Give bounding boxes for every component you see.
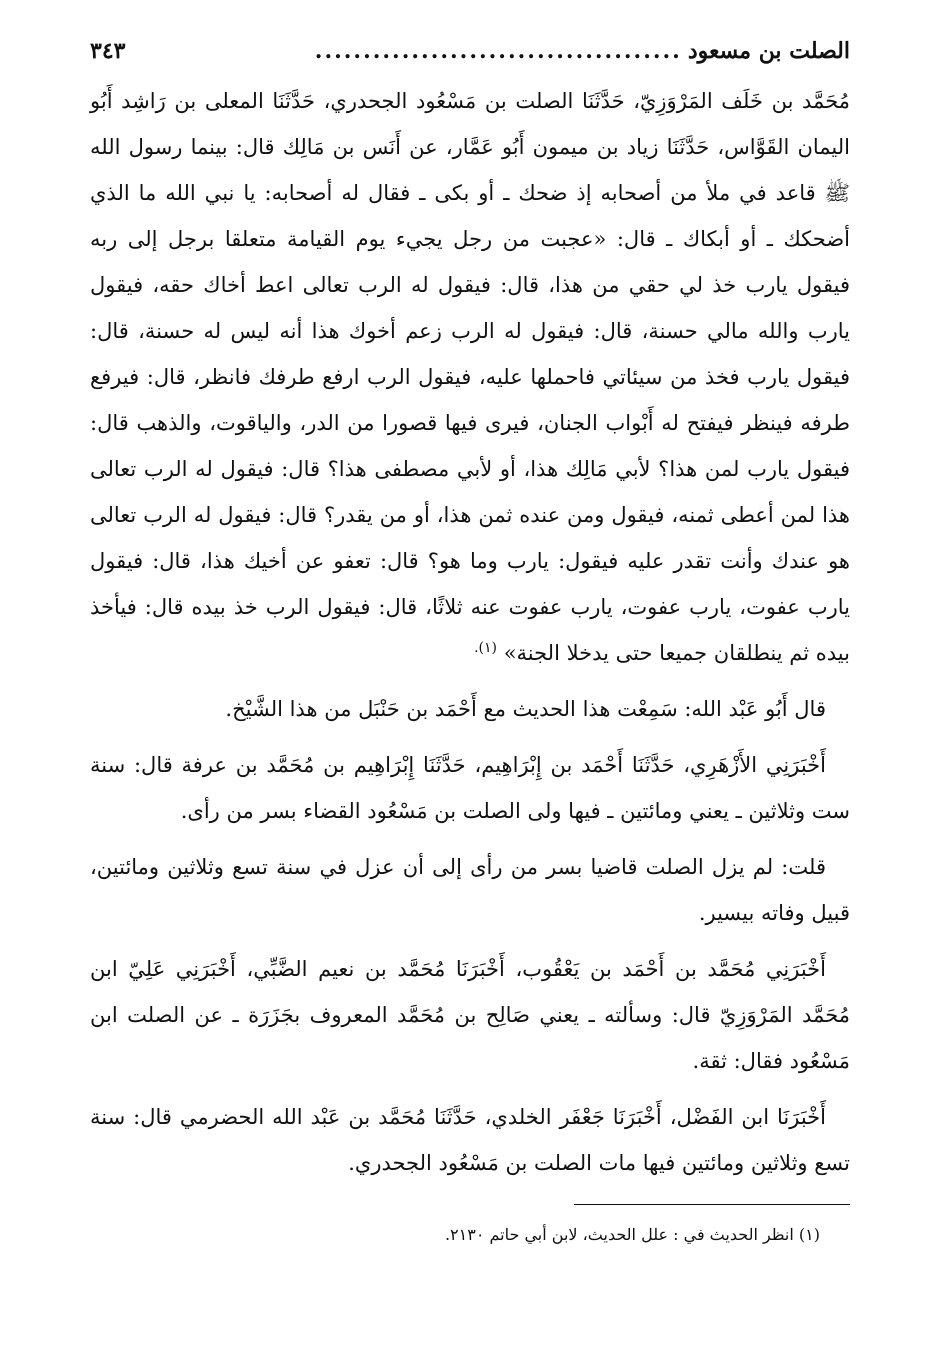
paragraph-azhari: أَخْبَرَنِي الأَزْهَرِي، حَدَّثَنَا أَحْمَد بن إِبْرَاهِيم، حَدَّثَنَا إِبْرَاهِيم بن مُحَمَّد بن عرفة قال: سنة ست وثلاثين ـ يعني ومائتين ـ فيها ولى الصلت بن مَسْعُود القضاء بسر من رأى. — [90, 753, 850, 823]
paragraph-hadith-text: مُحَمَّد بن خَلَف المَرْوَزِيّ، حَدَّثَنَا الصلت بن مَسْعُود الجحدري، حَدَّثَنَا المعلى بن رَاشِد أَبُو اليمان القَوَّاس، حَدَّثَنَا زياد بن ميمون أَبُو عَمَّار، عن أَنَس بن مَالِك قال: بينما رسول الله ﷺ قاعد في ملأ من أصحابه إذ ضحك ـ أو بكى ـ فقال له أصحابه: يا نبي الله ما الذي أضحكك ـ أو أبكاك ـ قال: «عجبت من رجل يجيء يوم القيامة متعلقا برجل إلى ربه فيقول يارب خذ لي حقي من هذا، قال: فيقول له الرب تعالى اعط أخاك حقه، فيقول يارب والله مالي حسنة، قال: فيقول له الرب زعم أخوك هذا أنه ليس له حسنة، قال: فيقول يارب فخذ من سيئاتي فاحملها عليه، فيقول الرب ارفع طرفك فانظر، قال: فيرفع طرفه فينظر فيفتح له أَبْواب الجنان، فيرى فيها قصورا من الدر، والياقوت، والذهب قال: فيقول يارب لمن هذا؟ لأبي مَالِك هذا، أو لأبي مصطفى هذا؟ قال: فيقول له الرب تعالى هذا لمن أعطى ثمنه، فيقول ومن عنده ثمن هذا، أو من يقدر؟ قال: فيقول له الرب تعالى هو عندك وأنت تقدر عليه فيقول: يارب وما هو؟ قال: تعفو عن أخيك هذا، قال: فيقول يارب عفوت، يارب عفوت، يارب عفوت عنه ثلاثًا، قال: فيقول الرب خذ بيده قال: فيأخذ بيده ثم ينطلقان جميعا حتى يدخلا الجنة» — [90, 89, 850, 665]
book-page — [90, 38, 850, 1249]
paragraph-ibn-fadl: أَخْبَرَنَا ابن الفَضْل، أَخْبَرَنَا جَعْفَر الخلدي، حَدَّثَنَا مُحَمَّد بن عَبْد الله الحضرمي قال: سنة تسع وثلاثين ومائتين فيها مات الصلت بن مَسْعُود الجحدري. — [90, 1105, 850, 1175]
header-title: الصلت بن مسعود — [687, 38, 850, 64]
header-dot-leader: ...................................... — [314, 38, 682, 64]
page-number: ٣٤٣ — [90, 38, 126, 64]
paragraph-hadith — [90, 78, 850, 676]
footnote-divider — [574, 1204, 850, 1205]
footnote-ref: (١). — [474, 640, 497, 656]
paragraph-abu-abdullah: قال أَبُو عَبْد الله: سَمِعْت هذا الحديث مع أَحْمَد بن حَنْبَل من هذا الشَّيْخ. — [225, 697, 826, 721]
running-header — [90, 38, 850, 72]
footnote: (١) انظر الحديث في : علل الحديث، لابن أبي حاتم ٢١٣٠. — [444, 1225, 820, 1244]
body-text — [90, 78, 850, 1186]
paragraph-qultu: قلت: لم يزل الصلت قاضيا بسر من رأى إلى أن عزل في سنة تسع وثلاثين ومائتين، قبيل وفاته بيسير. — [90, 855, 850, 925]
paragraph-yaqub: أَخْبَرَنِي مُحَمَّد بن أَحْمَد بن يَعْقُوب، أَخْبَرَنَا مُحَمَّد بن نعيم الضَّبِّي، أَخْبَرَنِي عَلِيّ ابن مُحَمَّد المَرْوَزِيّ قال: وسألته ـ يعني صَالِح بن مُحَمَّد المعروف بجَزَرَة ـ عن الصلت ابن مَسْعُود فقال: ثقة. — [90, 957, 850, 1073]
